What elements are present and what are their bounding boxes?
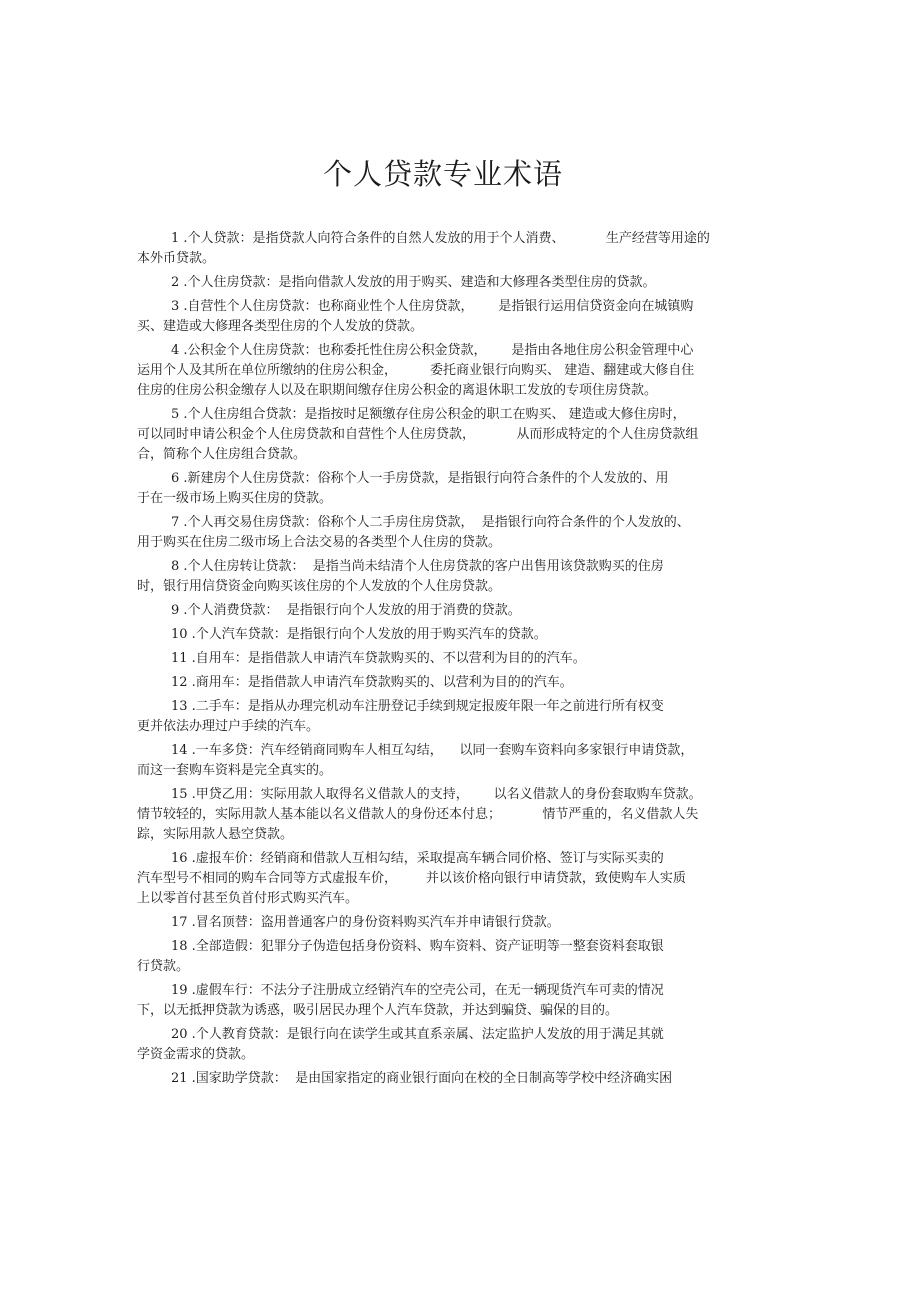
paragraph-first-line: 10 .个人汽车贷款：是指银行向个人发放的用于购买汽车的贷款。	[171, 627, 547, 642]
paragraph-line: 合，简称个人住房组合贷款。	[137, 447, 307, 462]
paragraph-line: 踪，实际用款人悬空贷款。	[137, 827, 294, 842]
paragraph-line: 情节较轻的，实际用款人基本能以名义借款人的身份还本付息； 情节严重的，名义借款人失	[137, 807, 699, 822]
paragraph-line: 更并依法办理过户手续的汽车。	[137, 719, 320, 734]
term-paragraph	[137, 229, 769, 269]
paragraph-first-line: 6 .新建房个人住房贷款：俗称个人一手房贷款，是指银行向符合条件的个人发放的、用	[171, 471, 669, 486]
term-paragraph	[137, 741, 769, 781]
paragraph-line: 而这一套购车资料是完全真实的。	[137, 763, 333, 778]
term-paragraph	[137, 513, 769, 553]
term-paragraph	[137, 469, 769, 509]
paragraph-first-line: 13 .二手车：是指从办理完机动车注册登记手续到规定报废年限一年之前进行所有权变	[171, 699, 664, 714]
paragraph-first-line: 2 .个人住房贷款：是指向借款人发放的用于购买、建造和大修理各类型住房的贷款。	[171, 275, 656, 290]
paragraph-first-line: 20 .个人教育贷款：是银行向在读学生或其直系亲属、法定监护人发放的用于满足其就	[171, 1027, 664, 1042]
paragraph-line: 住房的住房公积金缴存人以及在职期间缴存住房公积金的离退休职工发放的专项住房贷款。	[137, 383, 658, 398]
term-paragraph	[137, 557, 769, 597]
paragraph-first-line: 17 .冒名顶替：盗用普通客户的身份资料购买汽车并申请银行贷款。	[171, 915, 560, 930]
document-body	[137, 229, 769, 1093]
term-paragraph	[137, 649, 769, 669]
term-paragraph	[137, 697, 769, 737]
paragraph-first-line: 8 .个人住房转让贷款： 是指当尚未结清个人住房贷款的客户出售用该贷款购买的住房	[171, 559, 664, 574]
paragraph-line: 本外币贷款。	[137, 251, 216, 266]
paragraph-line: 时，银行用信贷资金向购买该住房的个人发放的个人住房贷款。	[137, 579, 502, 594]
paragraph-first-line: 14 .一车多贷：汽车经销商同购车人相互勾结， 以同一套购车资料向多家银行申请贷款，	[171, 743, 694, 758]
paragraph-first-line: 11 .自用车：是指借款人申请汽车贷款购买的、不以营利为目的的汽车。	[171, 651, 586, 666]
paragraph-line: 用于购买在住房二级市场上合法交易的各类型个人住房的贷款。	[137, 535, 502, 550]
paragraph-first-line: 21 .国家助学贷款： 是由国家指定的商业银行面向在校的全日制高等学校中经济确实困	[171, 1071, 673, 1086]
paragraph-line: 下，以无抵押贷款为诱惑，吸引居民办理个人汽车贷款，并达到骗贷、骗保的目的。	[137, 1003, 619, 1018]
term-paragraph	[137, 1025, 769, 1065]
paragraph-line: 买、建造或大修理各类型住房的个人发放的贷款。	[137, 319, 424, 334]
paragraph-first-line: 18 .全部造假：犯罪分子伪造包括身份资料、购车资料、资产证明等一整套资料套取银	[171, 939, 664, 954]
term-paragraph	[137, 937, 769, 977]
paragraph-line: 运用个人及其所在单位所缴纳的住房公积金， 委托商业银行向购买、 建造、翻建或大修自住	[137, 363, 695, 378]
paragraph-first-line: 19 .虚假车行：不法分子注册成立经销汽车的空壳公司，在无一辆现货汽车可卖的情况	[171, 983, 664, 998]
term-paragraph	[137, 913, 769, 933]
paragraph-first-line: 9 .个人消费贷款： 是指银行向个人发放的用于消费的贷款。	[171, 603, 521, 618]
document-title: 个人贷款专业术语	[322, 157, 563, 191]
term-paragraph	[137, 981, 769, 1021]
paragraph-line: 汽车型号不相同的购车合同等方式虚报车价， 并以该价格向银行申请贷款，致使购车人实质	[137, 871, 686, 886]
term-paragraph	[137, 785, 769, 845]
paragraph-line: 可以同时申请公积金个人住房贷款和自营性个人住房贷款， 从而形成特定的个人住房贷款组	[137, 427, 699, 442]
term-paragraph	[137, 405, 769, 465]
paragraph-first-line: 15 .甲贷乙用：实际用款人取得名义借款人的支持， 以名义借款人的身份套取购车贷款。	[171, 787, 702, 802]
paragraph-first-line: 3 .自营性个人住房贷款：也称商业性个人住房贷款， 是指银行运用信贷资金向在城镇购	[171, 299, 694, 314]
term-paragraph	[137, 673, 769, 693]
paragraph-first-line: 12 .商用车：是指借款人申请汽车贷款购买的、以营利为目的的汽车。	[171, 675, 573, 690]
term-paragraph	[137, 601, 769, 621]
paragraph-line: 学资金需求的贷款。	[137, 1047, 255, 1062]
paragraph-first-line: 16 .虚报车价：经销商和借款人互相勾结，采取提高车辆合同价格、签订与实际买卖的	[171, 851, 664, 866]
term-paragraph	[137, 849, 769, 909]
term-paragraph	[137, 625, 769, 645]
term-paragraph	[137, 341, 769, 401]
paragraph-first-line: 4 .公积金个人住房贷款：也称委托性住房公积金贷款， 是指由各地住房公积金管理中心	[171, 343, 694, 358]
term-paragraph	[137, 273, 769, 293]
paragraph-first-line: 7 .个人再交易住房贷款：俗称个人二手房住房贷款， 是指银行向符合条件的个人发放的、	[171, 515, 690, 530]
paragraph-first-line: 1 .个人贷款：是指贷款人向符合条件的自然人发放的用于个人消费、 生产经营等用途的	[171, 231, 710, 246]
term-paragraph	[137, 1069, 769, 1089]
paragraph-line: 于在一级市场上购买住房的贷款。	[137, 491, 333, 506]
paragraph-line: 行贷款。	[137, 959, 190, 974]
paragraph-first-line: 5 .个人住房组合贷款：是指按时足额缴存住房公积金的职工在购买、 建造或大修住房时，	[171, 407, 686, 422]
paragraph-line: 上以零首付甚至负首付形式购买汽车。	[137, 891, 359, 906]
term-paragraph	[137, 297, 769, 337]
